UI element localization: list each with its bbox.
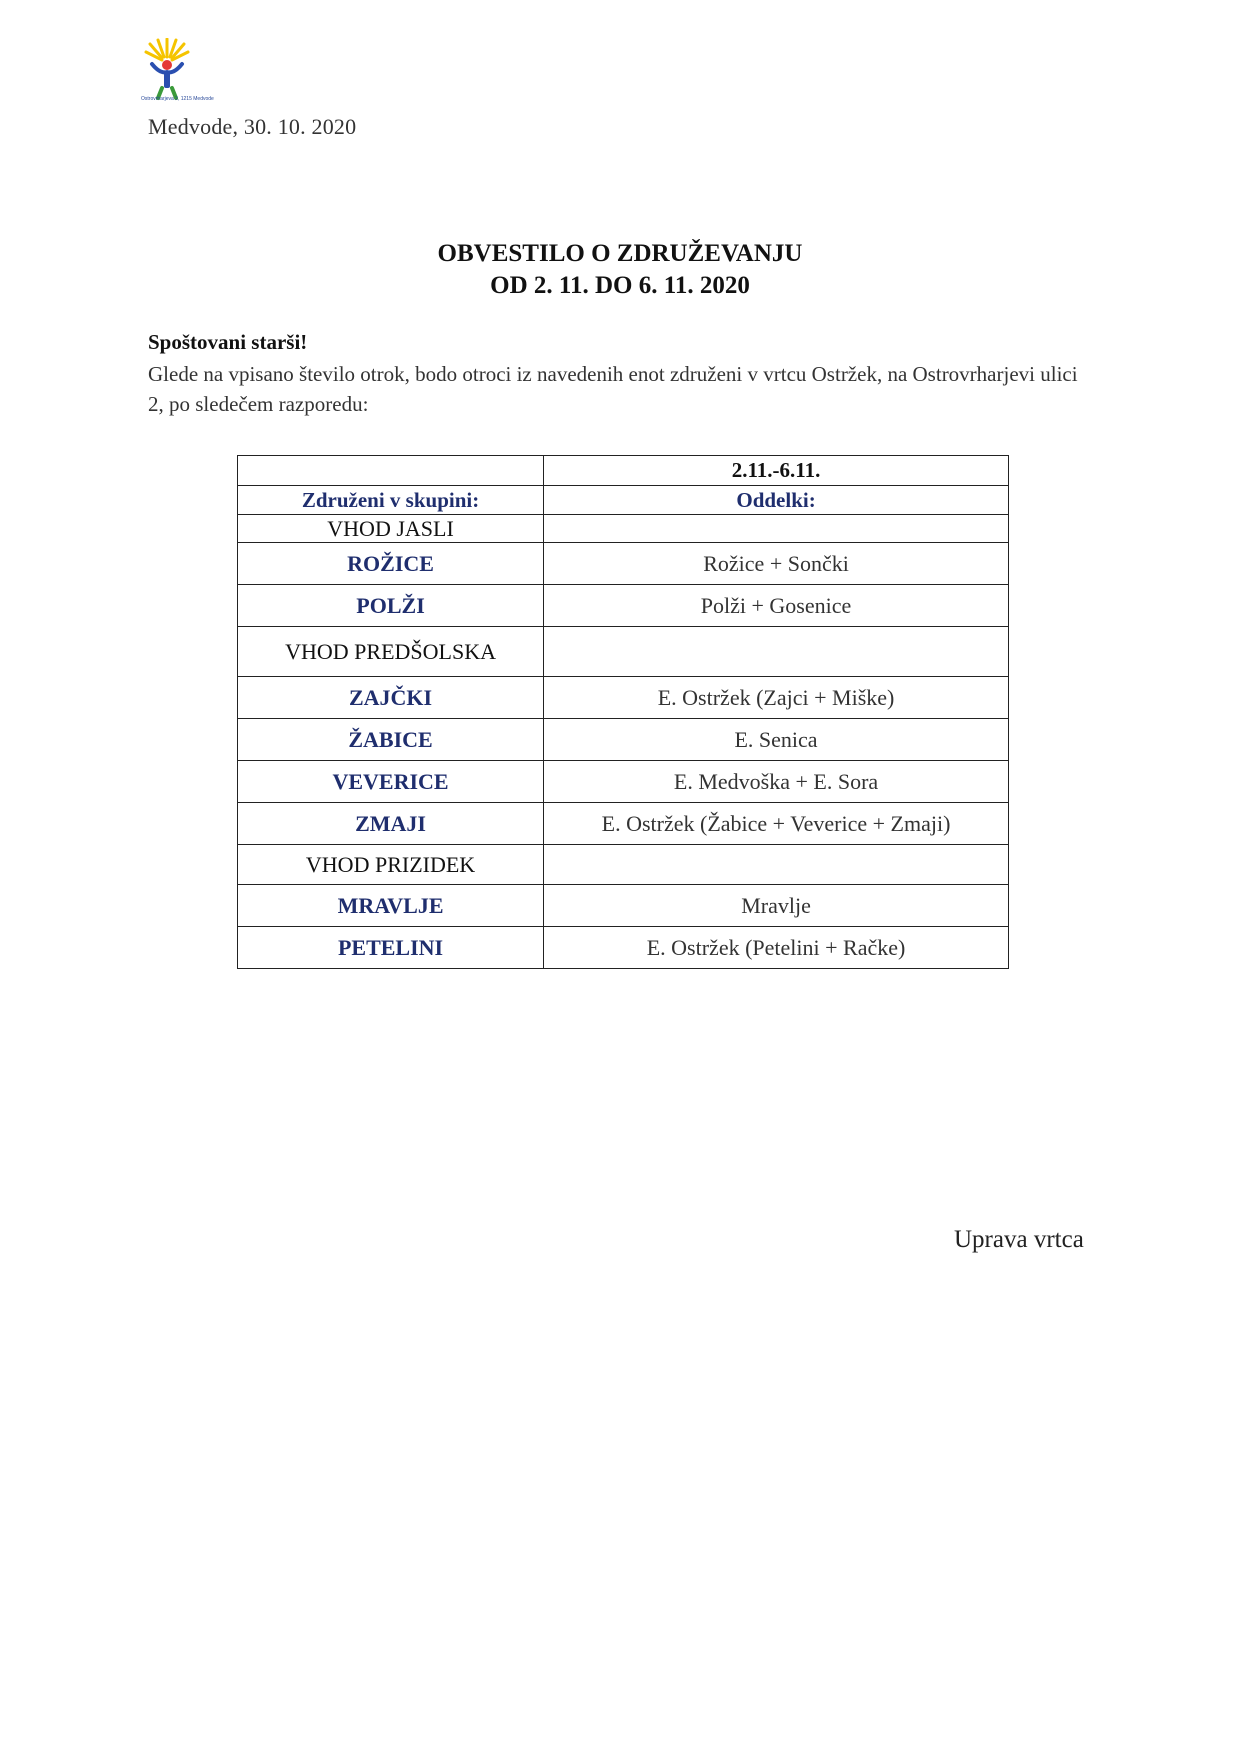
departments-cell: E. Ostržek (Petelini + Račke) <box>544 927 1009 969</box>
intro-paragraph: Glede na vpisano število otrok, bodo otroci iz navedenih enot združeni v vrtcu Ostržek, na Ostrovrharjevi ulici 2, po sledečem razporedu: <box>148 362 1078 416</box>
entrance-row <box>238 627 1009 677</box>
group-name: POLŽI <box>238 585 544 627</box>
group-name: ROŽICE <box>238 543 544 585</box>
table-date-row <box>238 456 1009 486</box>
departments-cell: E. Ostržek (Žabice + Veverice + Zmaji) <box>544 803 1009 845</box>
departments-cell: E. Senica <box>544 719 1009 761</box>
entrance-label: VHOD PRIZIDEK <box>238 845 544 885</box>
departments-cell: Mravlje <box>544 885 1009 927</box>
group-name: ŽABICE <box>238 719 544 761</box>
group-name: MRAVLJE <box>238 885 544 927</box>
departments-cell <box>544 627 1009 677</box>
schedule-table <box>237 455 1009 969</box>
logo-caption: Ostrovrharjeva 2, 1215 Medvode <box>141 96 214 102</box>
group-name: ZAJČKI <box>238 677 544 719</box>
table-row <box>238 543 1009 585</box>
signature: Uprava vrtca <box>954 1226 1084 1253</box>
group-name: PETELINI <box>238 927 544 969</box>
notice-title: OBVESTILO O ZDRUŽEVANJU <box>437 240 803 267</box>
departments-cell: E. Ostržek (Zajci + Miške) <box>544 677 1009 719</box>
departments-cell <box>544 515 1009 543</box>
children-figure-icon <box>152 60 182 98</box>
table-row <box>238 761 1009 803</box>
table-row <box>238 719 1009 761</box>
group-name: ZMAJI <box>238 803 544 845</box>
group-name: VEVERICE <box>238 761 544 803</box>
notice-date-range: OD 2. 11. DO 6. 11. 2020 <box>490 272 750 299</box>
table-row <box>238 803 1009 845</box>
departments-cell <box>544 845 1009 885</box>
date-line: Medvode, 30. 10. 2020 <box>148 114 357 139</box>
table-header-row <box>238 486 1009 515</box>
table-row <box>238 677 1009 719</box>
departments-cell: E. Medvoška + E. Sora <box>544 761 1009 803</box>
table-date-range: 2.11.-6.11. <box>544 456 1009 486</box>
entrance-row <box>238 845 1009 885</box>
entrance-label: VHOD JASLI <box>238 515 544 543</box>
sun-rays-icon <box>146 39 188 60</box>
table-row <box>238 885 1009 927</box>
empty-cell <box>238 456 544 486</box>
table-row <box>238 585 1009 627</box>
entrance-row <box>238 515 1009 543</box>
greeting: Spoštovani starši! <box>148 330 308 354</box>
departments-cell: Polži + Gosenice <box>544 585 1009 627</box>
departments-cell: Rožice + Sončki <box>544 543 1009 585</box>
column-header-departments: Oddelki: <box>544 486 1009 515</box>
entrance-label: VHOD PREDŠOLSKA <box>238 627 544 677</box>
column-header-groups: Združeni v skupini: <box>238 486 544 515</box>
table-row <box>238 927 1009 969</box>
